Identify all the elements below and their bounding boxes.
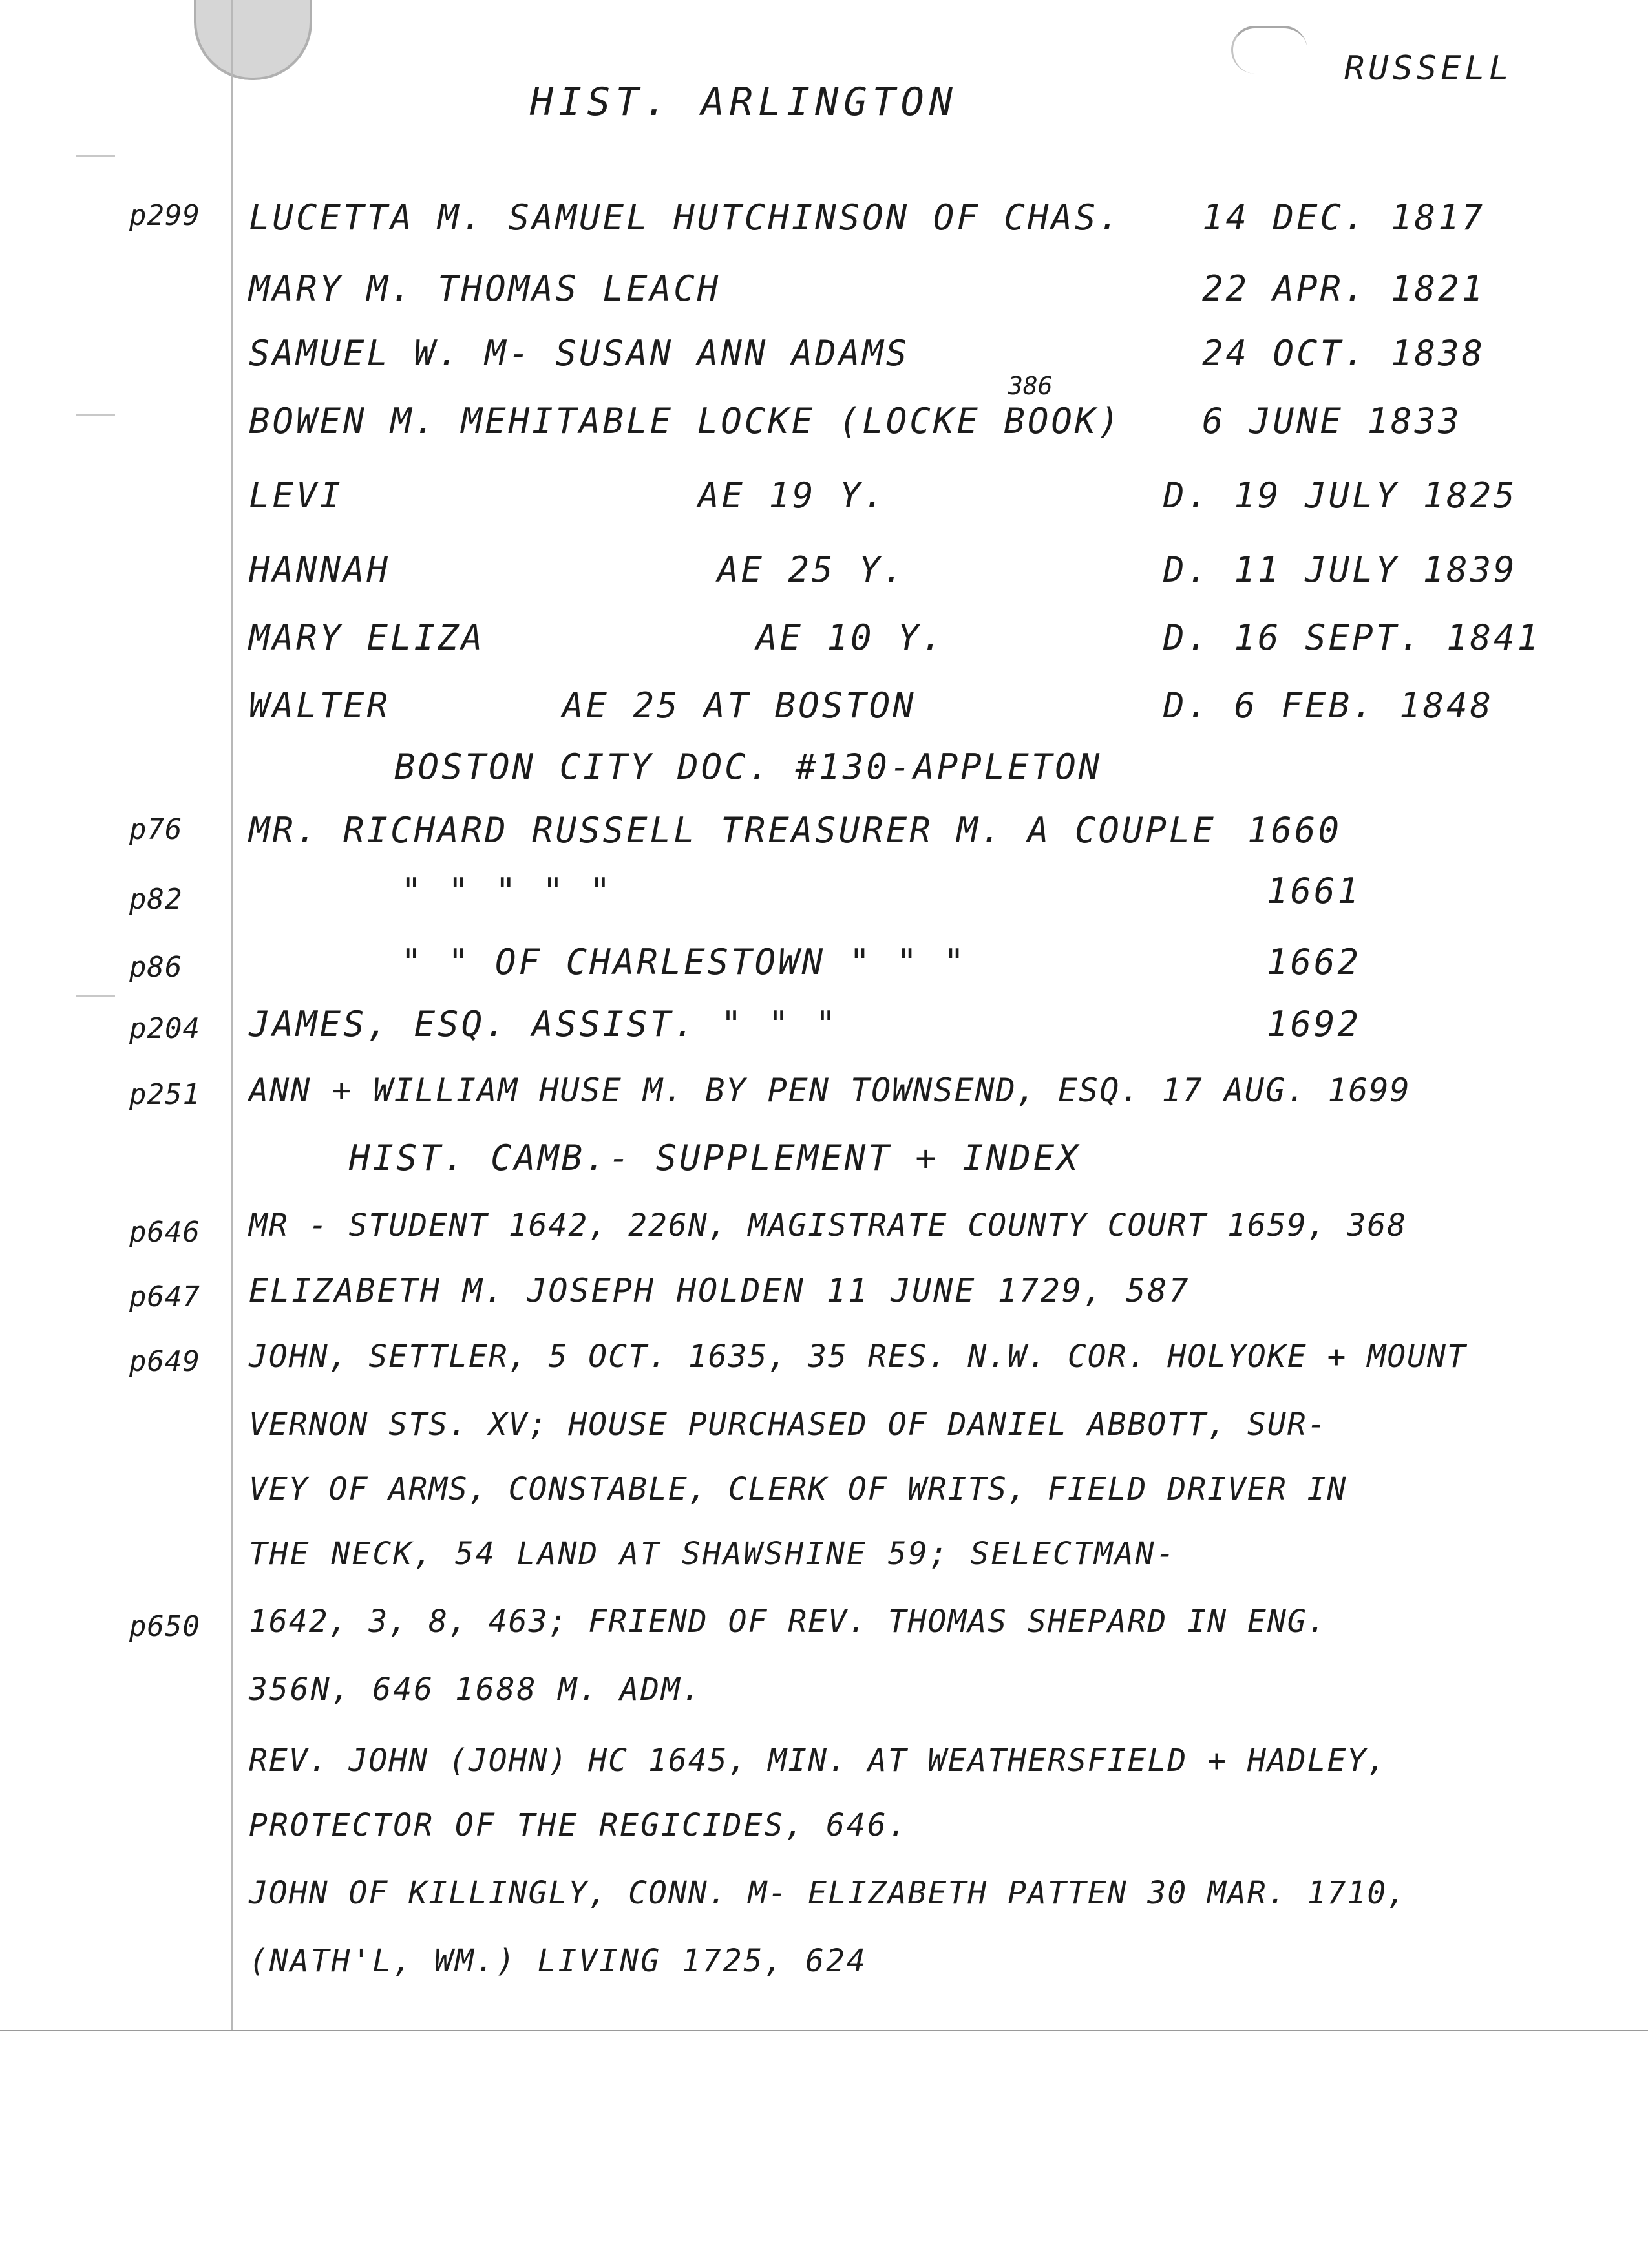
- margin-line: [231, 0, 233, 2030]
- entry-date: D. 19 JULY 1825: [1163, 475, 1517, 516]
- entry-text: PROTECTOR OF THE REGICIDES, 646.: [249, 1807, 909, 1843]
- entry-date: 6 JUNE 1833: [1202, 401, 1462, 441]
- margin-tick: [76, 995, 115, 997]
- entry-text: 1642, 3, 8, 463; FRIEND OF REV. THOMAS SHEPARD IN ENG.: [249, 1604, 1327, 1640]
- entry-text: JAMES, ESQ. ASSIST. " " ": [249, 1004, 839, 1044]
- entry-text: MARY ELIZA: [249, 617, 485, 658]
- entry-date: 1660: [1247, 810, 1342, 851]
- entry-text: HANNAH: [249, 549, 391, 590]
- page-ref: p647: [129, 1280, 200, 1313]
- page-ref: p82: [129, 883, 183, 916]
- ditto-marks: " " OF CHARLESTOWN " " ": [401, 942, 967, 982]
- punch-hole-faint: [1231, 26, 1307, 74]
- page-ref: p649: [129, 1345, 200, 1378]
- page-ref: p251: [129, 1078, 200, 1111]
- entry-age: AE 25 AT BOSTON: [562, 685, 916, 726]
- surname-heading: RUSSELL: [1344, 49, 1514, 88]
- entry-date: 22 APR. 1821: [1202, 268, 1486, 309]
- margin-tick: [76, 414, 115, 416]
- entry-date: D. 16 SEPT. 1841: [1163, 617, 1541, 658]
- entry-text: ANN + WILLIAM HUSE M. BY PEN TOWNSEND, ESQ. 17 AUG. 1699: [249, 1072, 1411, 1109]
- entry-text: LEVI: [249, 475, 344, 516]
- entry-date: 24 OCT. 1838: [1202, 333, 1486, 374]
- margin-tick: [76, 155, 115, 157]
- entry-text: JOHN OF KILLINGLY, CONN. M- ELIZABETH PATTEN 30 MAR. 1710,: [249, 1875, 1408, 1911]
- entry-text: VERNON STS. XV; HOUSE PURCHASED OF DANIEL ABBOTT, SUR-: [249, 1406, 1327, 1443]
- section-heading-boston: BOSTON CITY DOC. #130-APPLETON: [394, 747, 1103, 787]
- page-ref: p86: [129, 951, 183, 984]
- entry-age: AE 19 Y.: [698, 475, 887, 516]
- entry-date: 1692: [1267, 1004, 1362, 1044]
- entry-text: MARY M. THOMAS LEACH: [249, 268, 721, 309]
- page-ref: p650: [129, 1610, 200, 1643]
- entry-text: JOHN, SETTLER, 5 OCT. 1635, 35 RES. N.W. COR. HOLYOKE + MOUNT: [249, 1339, 1467, 1375]
- entry-text: 356N, 646 1688 M. ADM.: [249, 1671, 703, 1708]
- entry-date: 14 DEC. 1817: [1202, 197, 1486, 238]
- entry-date: D. 11 JULY 1839: [1163, 549, 1517, 590]
- entry-text: WALTER: [249, 685, 391, 726]
- entry-text: (NATH'L, WM.) LIVING 1725, 624: [249, 1943, 867, 1979]
- page-superscript: 386: [1008, 372, 1053, 400]
- entry-date: D. 6 FEB. 1848: [1163, 685, 1494, 726]
- page-ref: p204: [129, 1012, 200, 1045]
- document-title: HIST. ARLINGTON: [530, 79, 958, 125]
- entry-text: BOWEN M. MEHITABLE LOCKE (LOCKE BOOK): [249, 401, 1122, 441]
- entry-text: SAMUEL W. M- SUSAN ANN ADAMS: [249, 333, 910, 374]
- entry-text: ELIZABETH M. JOSEPH HOLDEN 11 JUNE 1729, 587: [249, 1272, 1190, 1309]
- ditto-marks: " " " " ": [401, 871, 613, 911]
- entry-text: REV. JOHN (JOHN) HC 1645, MIN. AT WEATHERSFIELD + HADLEY,: [249, 1743, 1388, 1779]
- entry-text: THE NECK, 54 LAND AT SHAWSHINE 59; SELECTMAN-: [249, 1536, 1177, 1572]
- entry-age: AE 10 Y.: [756, 617, 945, 658]
- section-heading-camb: HIST. CAMB.- SUPPLEMENT + INDEX: [349, 1138, 1081, 1178]
- entry-age: AE 25 Y.: [717, 549, 907, 590]
- page-ref: p299: [129, 199, 200, 232]
- entry-text: MR - STUDENT 1642, 226N, MAGISTRATE COUNTY COURT 1659, 368: [249, 1207, 1408, 1244]
- entry-text: MR. RICHARD RUSSELL TREASURER M. A COUPLE: [249, 810, 1216, 851]
- page-ref: p646: [129, 1216, 200, 1249]
- punch-hole: [194, 0, 312, 80]
- entry-text: VEY OF ARMS, CONSTABLE, CLERK OF WRITS, FIELD DRIVER IN: [249, 1471, 1347, 1507]
- page-ref: p76: [129, 813, 183, 846]
- entry-date: 1661: [1267, 871, 1362, 911]
- entry-text: LUCETTA M. SAMUEL HUTCHINSON OF CHAS.: [249, 197, 1122, 238]
- entry-date: 1662: [1267, 942, 1362, 982]
